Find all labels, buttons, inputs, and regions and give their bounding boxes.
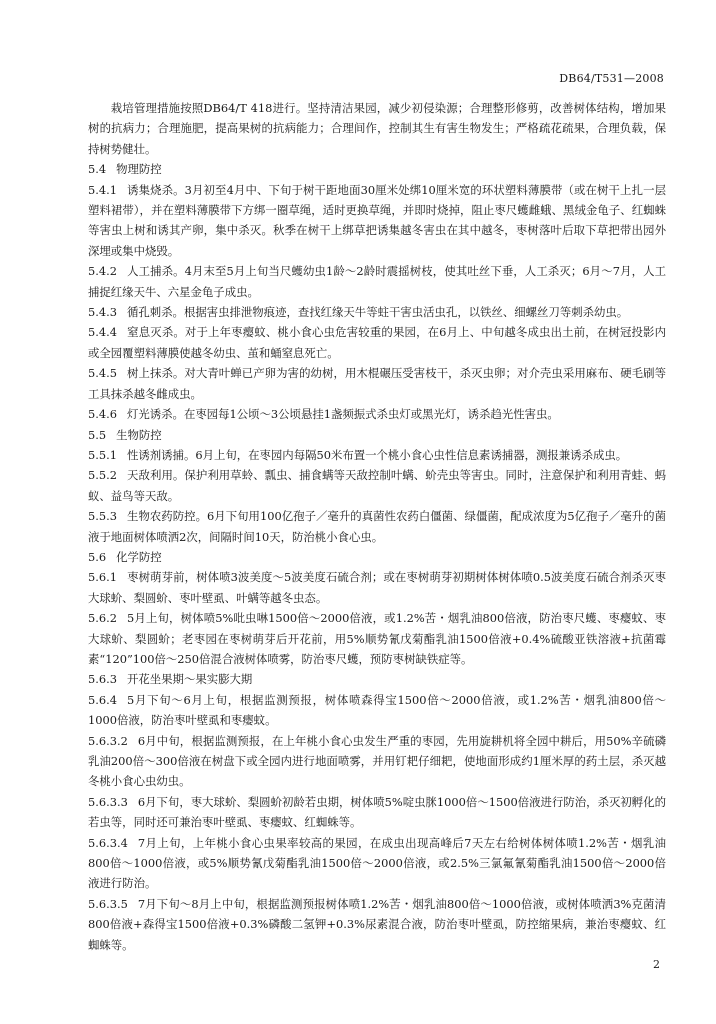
clause-5-6-3-2 — [88, 731, 666, 792]
clause-number: 5.6.4 — [88, 692, 117, 707]
clause-number: 5.4.6 — [88, 407, 117, 422]
clause-number: 5.5.1 — [88, 447, 117, 462]
paragraph-intro — [88, 98, 666, 159]
clause-number: 5.4.4 — [88, 325, 117, 340]
clause-text: 人工捕杀。4月末至5月上旬当尺蠖幼虫1龄～2龄时震摇树枝，使其吐丝下垂，人工杀灭；6月～7月，人工捕捉红缘天牛、六星金龟子成虫。 — [88, 264, 666, 299]
clause-text: 天敌利用。保护利用草蛉、瓢虫、捕食螨等天敌控制叶螨、蚧壳虫等害虫。同时，注意保护和利用青蛙、蚂蚁、益鸟等天敌。 — [88, 468, 666, 503]
clause-text: 窒息灭杀。对于上年枣瘿蚊、桃小食心虫危害较重的果园，在6月上、中旬越冬成虫出土前，在树冠投影内或全园覆塑料薄膜使越冬幼虫、茧和蛹窒息死亡。 — [88, 325, 666, 360]
clause-text: 树上抹杀。对大青叶蝉已产卵为害的幼树，用木棍碾压受害枝干，杀灭虫卵；对介壳虫采用麻布、硬毛刷等工具抹杀越冬雌成虫。 — [88, 366, 666, 401]
page-number: 2 — [653, 958, 660, 971]
clause-5-6-3-5 — [88, 894, 666, 955]
paragraph-text: 栽培管理措施按照DB64/T 418进行。坚持清洁果园，减少初侵染源；合理整形修剪，改善树体结构，增加果树的抗病力；合理施肥，提高果树的抗病能力；合理间作，控制其生有害生物发生；严格疏花疏果，合理负载，保持树势健壮。 — [88, 101, 666, 156]
clause-text: 灯光诱杀。在枣园每1公顷～3公顷悬挂1盏频振式杀虫灯或黑光灯，诱杀趋光性害虫。 — [126, 407, 559, 422]
section-title: 物理防控 — [116, 162, 162, 177]
clause-number: 5.4.5 — [88, 366, 117, 381]
clause-5-6-2 — [88, 608, 666, 669]
clause-text: 6月中旬，根据监测预报，在上年桃小食心虫发生严重的枣园，先用旋耕机将全园中耕后，用50%辛硫磷乳油200倍～300倍液在树盘下或全园内进行地面喷雾，并用钉耙仔细耙，使地面形成约1厘米厚的药土层，杀灭越冬桃小食心虫幼虫。 — [88, 733, 666, 789]
clause-number: 5.6.2 — [88, 611, 117, 626]
section-title: 化学防控 — [116, 549, 162, 564]
clause-number: 5.4.2 — [88, 264, 117, 279]
clause-5-4-2 — [88, 261, 666, 302]
clause-5-6-4 — [88, 690, 666, 731]
clause-text: 生物农药防控。6月下旬用100亿孢子／毫升的真菌性农药白僵菌、绿僵菌，配成浓度为5亿孢子／毫升的菌液于地面树体喷洒2次，间隔时间10天，防治桃小食心虫。 — [88, 509, 666, 544]
clause-number: 5.5.3 — [88, 509, 117, 524]
clause-number: 5.6.3.5 — [88, 896, 128, 911]
clause-number: 5.6.3.2 — [88, 733, 128, 748]
section-number: 5.6.3 — [88, 672, 117, 687]
clause-text: 7月上旬，上年桃小食心虫果率较高的果园，在成虫出现高峰后7天左右给树体树体喷1.2%苦・烟乳油800倍～1000倍液，或5%顺势氰戊菊酯乳油1500倍～2000倍液，或2.5%三氯氟氰菊酯乳油1500倍～2000倍液进行防治。 — [88, 835, 666, 891]
section-heading-5-6-3 — [88, 669, 666, 689]
clause-text: 循孔刺杀。根据害虫排泄物痕迹，查找红缘天牛等蛀干害虫活虫孔，以铁丝、细螺丝刀等刺杀幼虫。 — [126, 305, 629, 320]
section-number: 5.5 — [88, 427, 107, 442]
clause-text: 枣树萌芽前，树体喷3波美度～5波美度石硫合剂；或在枣树萌芽初期树体树体喷0.5波美度石硫合剂杀灭枣大球蚧、梨圆蚧、枣叶壁虱、叶螨等越冬虫态。 — [88, 570, 666, 605]
clause-5-5-2 — [88, 465, 666, 506]
section-number: 5.6 — [88, 549, 107, 564]
clause-number: 5.6.3.3 — [88, 794, 128, 809]
clause-number: 5.4.3 — [88, 305, 117, 320]
standard-code: DB64/T531—2008 — [559, 72, 664, 85]
clause-number: 5.6.3.4 — [88, 835, 128, 850]
clause-number: 5.4.1 — [88, 182, 117, 197]
clause-text: 性诱剂诱捕。6月上旬，在枣园内每隔50米布置一个桃小食心虫性信息素诱捕器，测报兼诱杀成虫。 — [126, 447, 628, 462]
clause-5-4-4 — [88, 322, 666, 363]
clause-text: 6月下旬，枣大球蚧、梨圆蚧初龄若虫期，树体喷5%啶虫脒1000倍～1500倍液进行防治，杀灭初孵化的若虫等，同时还可兼治枣叶壁虱、枣瘿蚊、红蜘蛛等。 — [88, 794, 666, 830]
clause-text: 诱集烧杀。3月初至4月中、下旬于树干距地面30厘米处绑10厘米宽的环状塑料薄膜带（或在树干上扎一层塑料裙带），并在塑料薄膜带下方绑一圈草绳，适时更换草绳，并即时烧掉，阻止枣尺蠖雌蛾、黑绒金龟子、红蜘蛛等害虫上树和诱其产卵，集中杀灭。秋季在树干上绑草把诱集越冬害虫在其中越冬，枣树落叶后取下草把带出园外深埋或集中烧毁。 — [88, 182, 666, 258]
section-title: 开花坐果期～果实膨大期 — [126, 672, 253, 687]
clause-5-4-6 — [88, 404, 666, 424]
clause-text: 5月上旬，树体喷5%吡虫啉1500倍～2000倍液，或1.2%苦・烟乳油800倍液，防治枣尺蠖、枣瘿蚊、枣大球蚧、梨圆蚧；老枣园在枣树萌芽后开花前，用5%顺势氰戊菊酯乳油1500倍液+0.4%硫酸亚铁溶液+抗菌霉素“120”100倍～250倍混合液树体喷雾，防治枣尺蠖，预防枣树缺铁症等。 — [88, 611, 666, 666]
clause-5-4-5 — [88, 363, 666, 404]
clause-5-6-3-4 — [88, 833, 666, 894]
section-heading-5-6 — [88, 547, 666, 567]
clause-5-4-1 — [88, 180, 666, 262]
section-heading-5-4 — [88, 159, 666, 179]
clause-number: 5.6.1 — [88, 570, 117, 585]
clause-5-4-3 — [88, 302, 666, 322]
clause-5-6-1 — [88, 567, 666, 608]
clause-5-6-3-3 — [88, 792, 666, 833]
clause-5-5-3 — [88, 506, 666, 547]
clause-5-5-1 — [88, 445, 666, 465]
section-heading-5-5 — [88, 425, 666, 445]
clause-text: 5月下旬～6月上旬，根据监测预报，树体喷森得宝1500倍～2000倍液，或1.2%苦・烟乳油800倍～1000倍液，防治枣叶壁虱和枣瘿蚊。 — [88, 692, 666, 728]
clause-number: 5.5.2 — [88, 468, 117, 483]
document-body — [88, 98, 666, 955]
section-number: 5.4 — [88, 162, 107, 177]
clause-text: 7月下旬～8月上中旬，根据监测预报树体喷1.2%苦・烟乳油800倍～1000倍液，或树体喷洒3%克菌清800倍液+森得宝1500倍液+0.3%磷酸二氢钾+0.3%尿素混合液，防治枣叶壁虱，防控缩果病，兼治枣瘿蚊、红蜘蛛等。 — [88, 896, 666, 952]
section-title: 生物防控 — [116, 427, 162, 442]
